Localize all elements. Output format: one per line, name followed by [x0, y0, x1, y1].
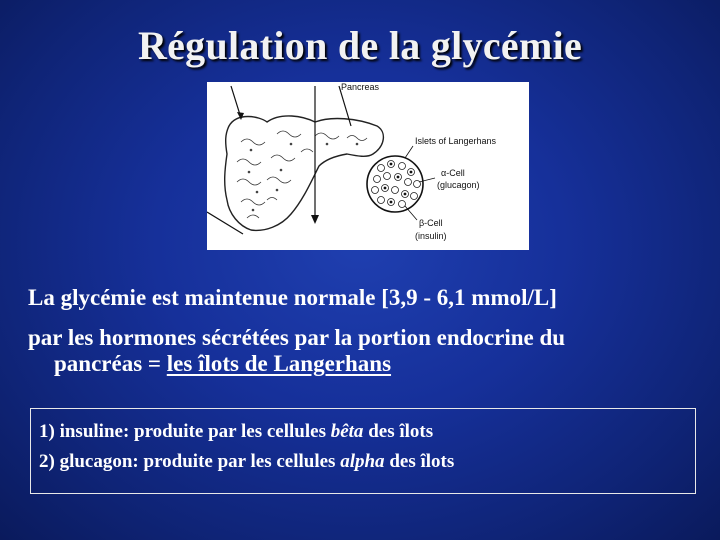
- cell-type-beta: bêta: [330, 421, 364, 442]
- beta-cell-label: β-Cell: [419, 218, 443, 228]
- body-text: [28, 281, 708, 381]
- hormone-item-text: 1) insuline: produite par les cellules: [39, 421, 331, 442]
- glucagon-label: (glucagon): [437, 180, 480, 190]
- cell-type-alpha: alpha: [340, 451, 385, 472]
- hormone-item-insulin: [39, 417, 454, 447]
- glycemia-range-line: La glycémie est maintenue normale [3,9 - 6,1 mmol/L]: [28, 285, 557, 310]
- hormones-origin-text: par les hormones sécrétées par la portion endocrine du: [28, 325, 566, 350]
- pancreas-illustration: [207, 82, 529, 250]
- pancreas-equals-text: pancréas =: [54, 351, 167, 376]
- pancreas-diagram: [207, 82, 529, 250]
- alpha-cell-label: α-Cell: [441, 168, 465, 178]
- islets-label: Islets of Langerhans: [415, 136, 497, 146]
- pancreas-label: Pancreas: [341, 82, 380, 92]
- hormone-item-suffix: des îlots: [384, 451, 455, 472]
- hormone-item-suffix: des îlots: [363, 421, 434, 442]
- islet-of-langerhans: [367, 156, 423, 212]
- slide-title: Régulation de la glycémie: [137, 23, 583, 68]
- hormone-list: [39, 417, 454, 477]
- islets-of-langerhans-text: les îlots de Langerhans: [166, 351, 392, 376]
- hormone-item-text: 2) glucagon: produite par les cellules: [39, 451, 341, 472]
- insulin-label: (insulin): [415, 231, 447, 241]
- hormone-list-box: [30, 408, 696, 494]
- hormone-item-glucagon: [39, 447, 454, 477]
- hormones-origin-line: [28, 321, 708, 381]
- hormones-origin-continuation: [28, 347, 708, 381]
